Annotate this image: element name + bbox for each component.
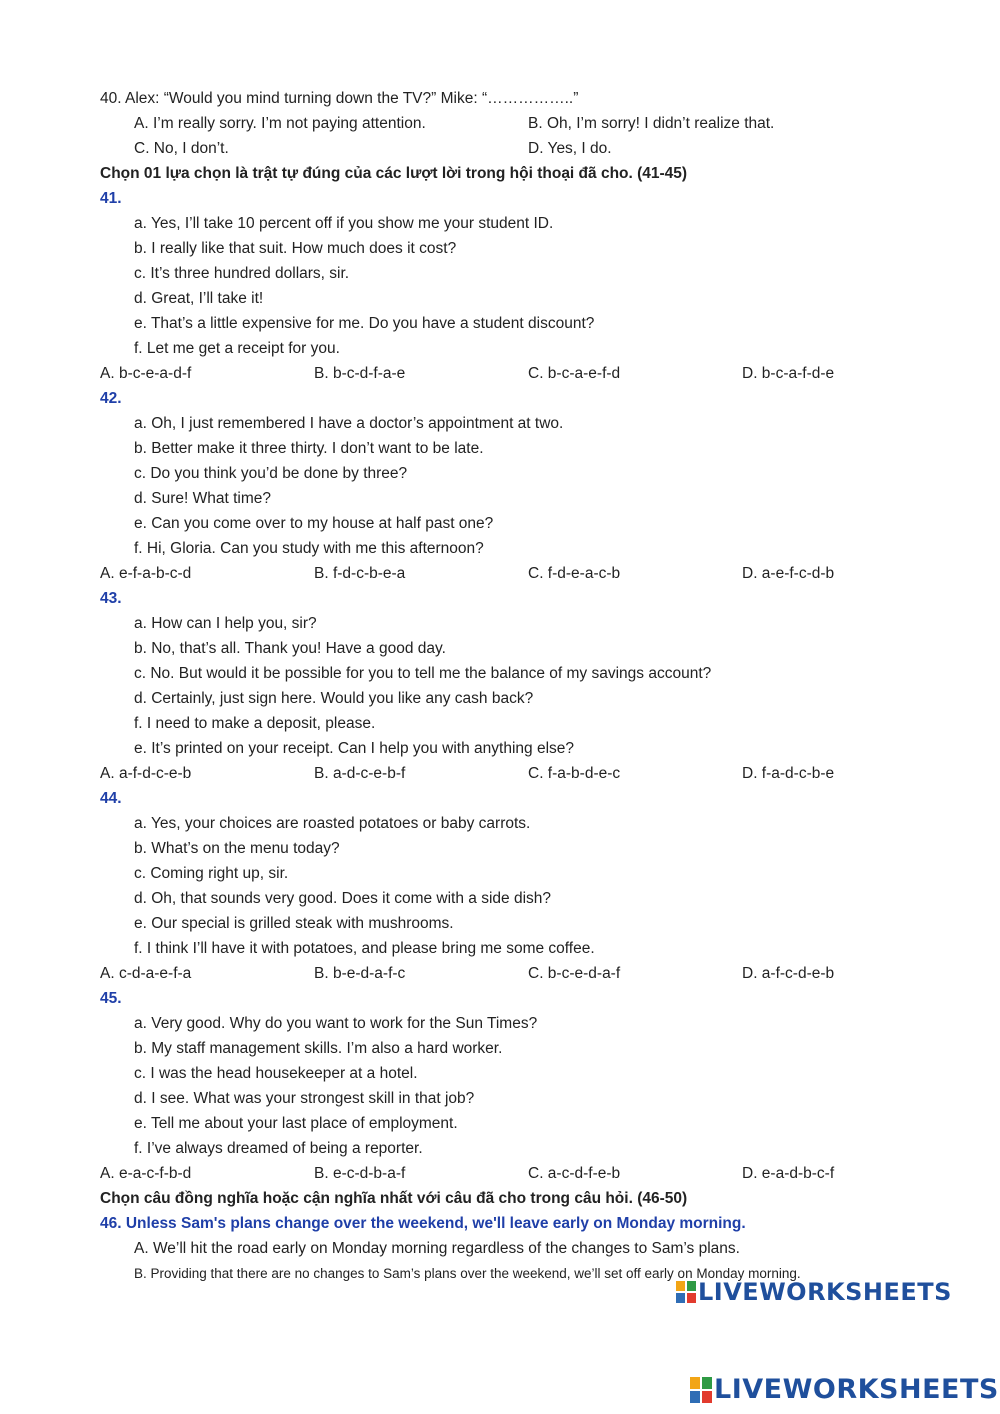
q41-option-a: A. b-c-e-a-d-f [100, 365, 192, 382]
q40-option-a: A. I’m really sorry. I’m not paying attention. [134, 115, 426, 132]
liveworksheets-logo [676, 1278, 952, 1306]
q45-line-a: a. Very good. Why do you want to work for the Sun Times? [134, 1015, 538, 1032]
q45-option-b: B. e-c-d-b-a-f [314, 1165, 406, 1182]
q43-line-a: a. How can I help you, sir? [134, 615, 317, 632]
section-heading-41-45: Chọn 01 lựa chọn là trật tự đúng của các lượt lời trong hội thoại đã cho. (41-45) [100, 165, 688, 182]
q41-line-e: e. That’s a little expensive for me. Do you have a student discount? [134, 315, 595, 332]
liveworksheets-mark-icon [690, 1377, 712, 1403]
q44-option-b: B. b-e-d-a-f-c [314, 965, 406, 982]
q45-line-b: b. My staff management skills. I’m also a hard worker. [134, 1040, 503, 1057]
q45-option-d: D. e-a-d-b-c-f [742, 1165, 835, 1182]
q42-line-b: b. Better make it three thirty. I don’t want to be late. [134, 440, 484, 457]
q42-option-c: C. f-d-e-a-c-b [528, 565, 621, 582]
q45-line-f: f. I’ve always dreamed of being a reporter. [134, 1140, 423, 1157]
q45-line-e: e. Tell me about your last place of employment. [134, 1115, 458, 1132]
q45-line-c: c. I was the head housekeeper at a hotel. [134, 1065, 418, 1082]
q43-option-a: A. a-f-d-c-e-b [100, 765, 192, 782]
q41-option-d: D. b-c-a-f-d-e [742, 365, 835, 382]
q43-option-b: B. a-d-c-e-b-f [314, 765, 406, 782]
q44-option-a: A. c-d-a-e-f-a [100, 965, 192, 982]
q43-line-f: f. I need to make a deposit, please. [134, 715, 376, 732]
q44-option-c: C. b-c-e-d-a-f [528, 965, 621, 982]
q44-line-c: c. Coming right up, sir. [134, 865, 289, 882]
q42-line-d: d. Sure! What time? [134, 490, 271, 507]
liveworksheets-logo-footer [690, 1374, 999, 1405]
q42-line-c: c. Do you think you’d be done by three? [134, 465, 408, 482]
q42-option-d: D. a-e-f-c-d-b [742, 565, 835, 582]
q46-option-a: A. We’ll hit the road early on Monday morning regardless of the changes to Sam’s plans. [134, 1240, 740, 1257]
q44-line-d: d. Oh, that sounds very good. Does it come with a side dish? [134, 890, 552, 907]
q40-option-d: D. Yes, I do. [528, 140, 612, 157]
q41-number: 41. [100, 190, 122, 207]
q43-option-c: C. f-a-b-d-e-c [528, 765, 621, 782]
q43-line-b: b. No, that’s all. Thank you! Have a good day. [134, 640, 446, 657]
q40-option-c: C. No, I don’t. [134, 140, 229, 157]
q43-option-d: D. f-a-d-c-b-e [742, 765, 835, 782]
q41-line-f: f. Let me get a receipt for you. [134, 340, 340, 357]
q45-number: 45. [100, 990, 122, 1007]
q44-line-e: e. Our special is grilled steak with mushrooms. [134, 915, 454, 932]
q44-line-a: a. Yes, your choices are roasted potatoes or baby carrots. [134, 815, 531, 832]
q41-line-d: d. Great, I’ll take it! [134, 290, 264, 307]
q41-line-a: a. Yes, I’ll take 10 percent off if you show me your student ID. [134, 215, 554, 232]
q44-number: 44. [100, 790, 122, 807]
q45-line-d: d. I see. What was your strongest skill in that job? [134, 1090, 475, 1107]
section-heading-46-50: Chọn câu đồng nghĩa hoặc cận nghĩa nhất với câu đã cho trong câu hỏi. (46-50) [100, 1190, 688, 1207]
q42-line-e: e. Can you come over to my house at half past one? [134, 515, 494, 532]
q42-line-a: a. Oh, I just remembered I have a doctor’s appointment at two. [134, 415, 564, 432]
q43-line-c: c. No. But would it be possible for you to tell me the balance of my savings account? [134, 665, 712, 682]
q45-option-a: A. e-a-c-f-b-d [100, 1165, 192, 1182]
liveworksheets-mark-icon [676, 1281, 696, 1303]
q41-option-c: C. b-c-a-e-f-d [528, 365, 621, 382]
q41-line-c: c. It’s three hundred dollars, sir. [134, 265, 350, 282]
q44-option-d: D. a-f-c-d-e-b [742, 965, 835, 982]
q43-number: 43. [100, 590, 122, 607]
q40-stem: 40. Alex: “Would you mind turning down the TV?” Mike: “……………..” [100, 90, 579, 107]
q46-stem: 46. Unless Sam's plans change over the weekend, we'll leave early on Monday morning. [100, 1215, 746, 1232]
liveworksheets-wordmark: LIVEWORKSHEETS [714, 1374, 999, 1405]
q44-line-f: f. I think I’ll have it with potatoes, and please bring me some coffee. [134, 940, 595, 957]
q46-option-b: B. Providing that there are no changes to Sam’s plans over the weekend, we’ll set off early on Monday morning. [134, 1266, 801, 1281]
q42-number: 42. [100, 390, 122, 407]
q42-option-a: A. e-f-a-b-c-d [100, 565, 192, 582]
q43-line-d: d. Certainly, just sign here. Would you like any cash back? [134, 690, 534, 707]
q44-line-b: b. What’s on the menu today? [134, 840, 340, 857]
q43-line-e: e. It’s printed on your receipt. Can I help you with anything else? [134, 740, 575, 757]
q41-option-b: B. b-c-d-f-a-e [314, 365, 406, 382]
q40-option-b: B. Oh, I’m sorry! I didn’t realize that. [528, 115, 775, 132]
q42-line-f: f. Hi, Gloria. Can you study with me this afternoon? [134, 540, 484, 557]
liveworksheets-wordmark: LIVEWORKSHEETS [698, 1278, 952, 1306]
q41-line-b: b. I really like that suit. How much does it cost? [134, 240, 457, 257]
q45-option-c: C. a-c-d-f-e-b [528, 1165, 621, 1182]
q42-option-b: B. f-d-c-b-e-a [314, 565, 406, 582]
